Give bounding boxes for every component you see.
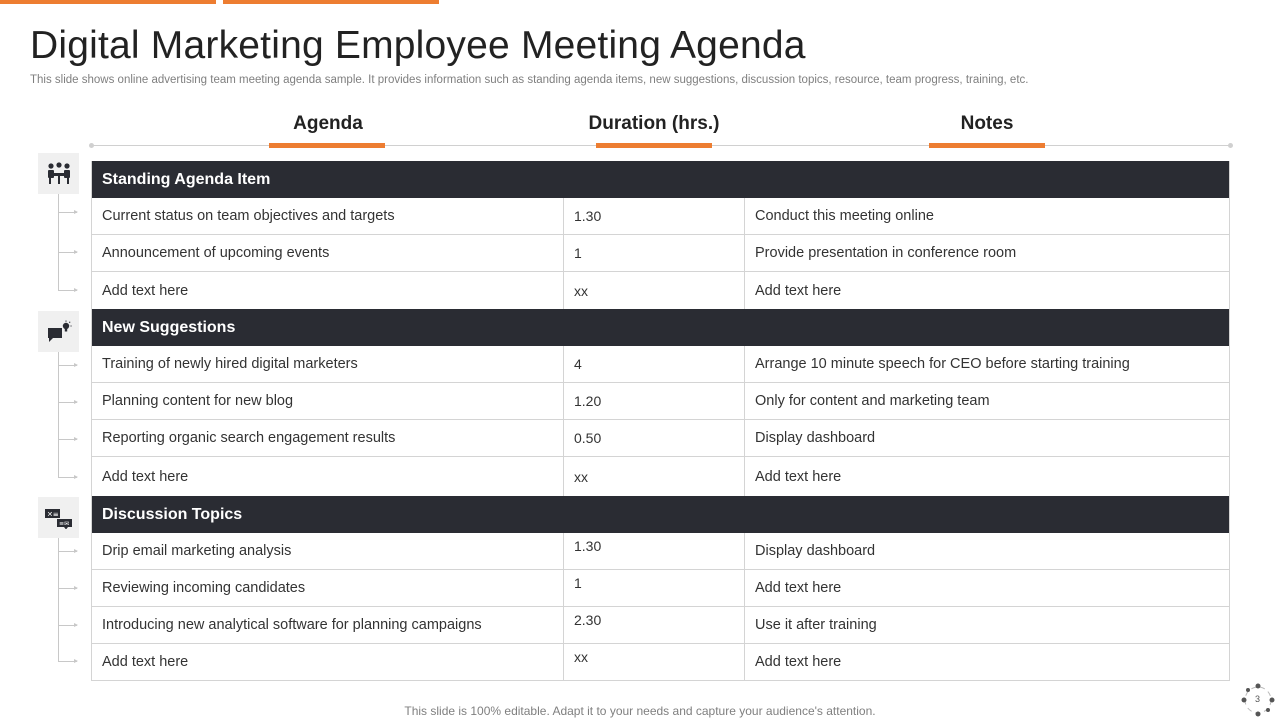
- tree-branch: [58, 365, 77, 366]
- notes-cell: Only for content and marketing team: [755, 393, 990, 409]
- table-row: [92, 457, 1229, 496]
- section-header-discussion: Discussion Topics: [92, 496, 1229, 533]
- idea-chat-icon: [38, 311, 79, 352]
- tree-line-suggestions: [58, 352, 59, 478]
- notes-cell: Add text here: [755, 654, 842, 670]
- top-accent-bar-left: [0, 0, 216, 4]
- table-row: [92, 198, 1229, 235]
- page-subtitle: This slide shows online advertising team meeting agenda sample. It provides information such as standing agenda items, new suggestions, discussion topics, resource, team progress, training, etc.: [30, 74, 1029, 86]
- agenda-cell: Add text here: [92, 272, 564, 309]
- duration-cell: xx: [564, 644, 745, 680]
- section-header-suggestions: New Suggestions: [92, 309, 1229, 346]
- notes-cell: Add text here: [755, 580, 842, 596]
- agenda-cell: Drip email marketing analysis: [92, 533, 564, 569]
- table-row: [92, 607, 1229, 644]
- discussion-bubbles-icon: [38, 497, 79, 538]
- duration-cell: 1.30: [564, 533, 745, 569]
- page-title: Digital Marketing Employee Meeting Agenda: [30, 24, 806, 67]
- table-row: [92, 420, 1229, 457]
- table-row: [92, 272, 1229, 309]
- duration-cell: 1.30: [564, 198, 745, 234]
- tree-branch: [58, 212, 77, 213]
- column-header-notes: Notes: [960, 113, 1014, 134]
- svg-text:≡✉: ≡✉: [58, 520, 69, 527]
- tree-branch: [58, 252, 77, 253]
- duration-cell: 2.30: [564, 607, 745, 643]
- table-row: [92, 346, 1229, 383]
- agenda-cell: Planning content for new blog: [92, 383, 564, 419]
- column-underline-agenda: [269, 143, 385, 148]
- notes-cell: Conduct this meeting online: [755, 208, 934, 224]
- page-number: 3: [1255, 694, 1261, 704]
- notes-cell: Arrange 10 minute speech for CEO before starting training: [755, 356, 1130, 372]
- tree-branch: [58, 290, 77, 291]
- agenda-cell: Add text here: [92, 644, 564, 680]
- svg-text:✕≡: ✕≡: [46, 510, 59, 518]
- agenda-cell: Training of newly hired digital marketers: [92, 346, 564, 382]
- column-underline-notes: [929, 143, 1045, 148]
- page-number-badge: [1240, 682, 1276, 718]
- section-header-standing: Standing Agenda Item: [92, 161, 1229, 198]
- notes-cell: Provide presentation in conference room: [755, 245, 1017, 261]
- notes-cell: Display dashboard: [755, 543, 876, 559]
- agenda-cell: Introducing new analytical software for planning campaigns: [92, 607, 564, 643]
- table-row: [92, 235, 1229, 272]
- top-accent-bar-right: [223, 0, 439, 4]
- tree-line-standing: [58, 194, 59, 291]
- duration-cell: 1: [564, 570, 745, 606]
- duration-cell: 0.50: [564, 420, 745, 456]
- duration-cell: 1: [564, 235, 745, 271]
- notes-cell: Display dashboard: [755, 430, 876, 446]
- agenda-cell: Add text here: [92, 457, 564, 496]
- notes-cell: Add text here: [755, 282, 842, 299]
- agenda-cell: Reviewing incoming candidates: [92, 570, 564, 606]
- tree-branch: [58, 661, 77, 662]
- footer-note: This slide is 100% editable. Adapt it to your needs and capture your audience's attention.: [404, 704, 876, 718]
- meeting-people-icon: [38, 153, 79, 194]
- tree-branch: [58, 551, 77, 552]
- table-row: [92, 533, 1229, 570]
- agenda-table: [91, 161, 1230, 681]
- duration-cell: xx: [564, 457, 745, 496]
- tree-branch: [58, 588, 77, 589]
- duration-cell: 4: [564, 346, 745, 382]
- column-underline-duration: [596, 143, 712, 148]
- table-row: [92, 383, 1229, 420]
- table-row: [92, 644, 1229, 681]
- notes-cell: Use it after training: [755, 617, 877, 633]
- tree-branch: [58, 477, 77, 478]
- agenda-cell: Reporting organic search engagement results: [92, 420, 564, 456]
- notes-cell: Add text here: [755, 468, 842, 485]
- agenda-cell: Current status on team objectives and targets: [92, 198, 564, 234]
- table-row: [92, 570, 1229, 607]
- column-header-agenda: Agenda: [293, 113, 363, 134]
- tree-branch: [58, 625, 77, 626]
- tree-branch: [58, 402, 77, 403]
- agenda-cell: Announcement of upcoming events: [92, 235, 564, 271]
- column-header-duration: Duration (hrs.): [588, 113, 720, 134]
- duration-cell: 1.20: [564, 383, 745, 419]
- tree-branch: [58, 439, 77, 440]
- duration-cell: xx: [564, 272, 745, 309]
- tree-line-discussion: [58, 538, 59, 662]
